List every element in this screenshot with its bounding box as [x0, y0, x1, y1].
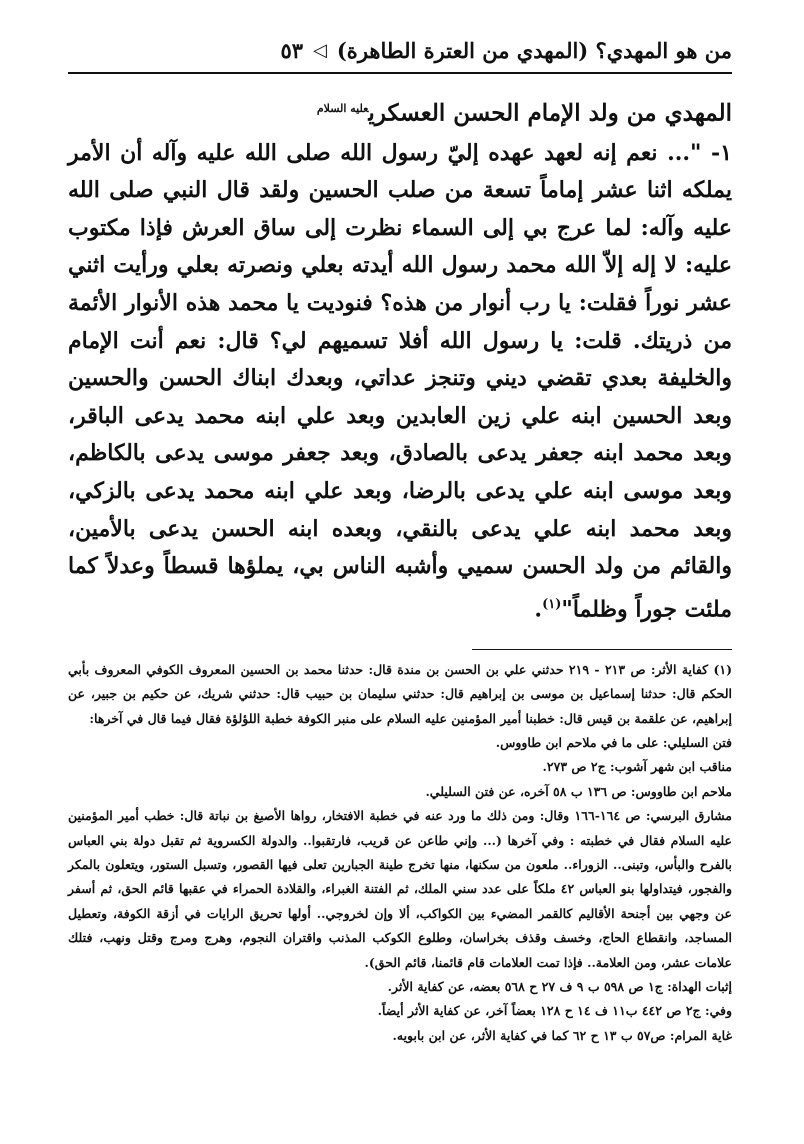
footnote-line: (١) كفاية الأثر: ص ٢١٣ - ٢١٩ حدثني علي بن الحسن بن مندة قال: حدثنا محمد بن الحسين المعروف الكوفي المعروف بأبي الحكم قال: حدثنا إسماعيل بن موسى بن إبراهيم قال: حدثني سليمان بن حبيب قال: حدثني شريك، عن حكيم بن جبير، عن إبراهيم، عن علقمة بن قيس قال: خطبنا أمير المؤمنين عليه السلام على منبر الكوفة خطبة اللؤلؤة فقال فيما قال في آخرها:	[68, 661, 732, 726]
footnote-line: فتن السليلي: على ما في ملاحم ابن طاووس.	[495, 734, 732, 750]
header-rule	[68, 72, 732, 74]
footnote-line: غاية المرام: ص٥٧ ب ١٣ ح ٦٢ كما في كفاية الأثر، عن ابن بابويه.	[392, 1027, 732, 1043]
salutation-mark: عليه السلام	[316, 102, 369, 115]
footnote-line: ملاحم ابن طاووس: ص ١٣٦ ب ٥٨ آخره، عن فتن السليلي.	[425, 783, 732, 799]
running-header	[68, 30, 732, 70]
section-title	[68, 92, 732, 131]
main-paragraph-text: ١- "... نعم إنه لعهد عهده إليّ رسول الله صلى الله عليه وآله أن الأمر يملكه اثنا عشر إماماً تسعة من صلب الحسين ولقد قال النبي صلى الله عليه وآله: لما عرج بي إلى السماء نظرت إلى ساق العرش فإذا مكتوب عليه: لا إله إلاّ الله محمد رسول الله أيدته بعلي ونصرته بعلي ورأيت اثني عشر نوراً فقلت: يا رب أنوار من هذه؟ فنوديت يا محمد هذه الأنوار الأئمة من ذريتك. قلت: يا رسول الله أفلا تسميهم لي؟ قال: نعم أنت الإمام والخليفة بعدي تقضي ديني وتنجز عداتي، وبعدك ابناك الحسن والحسين وبعد الحسين ابنه علي زين العابدين وبعد علي ابنه محمد يدعى الباقر، وبعد محمد ابنه جعفر يدعى بالصادق، وبعد جعفر موسى يدعى بالكاظم، وبعد موسى ابنه علي يدعى بالرضا، وبعد علي ابنه محمد يدعى بالزكي، وبعد محمد ابنه علي يدعى بالنقي، وبعده ابنه الحسن يدعى بالأمين، والقائم من ولد الحسن سميي وأشبه الناس بي، يملؤها قسطاً وعدلاً كما ملئت جوراً وظلماً"	[68, 139, 732, 623]
footnote-line: مشارق البرسي: ص ١٦٤-١٦٦ وقال: ومن ذلك ما ورد عنه في خطبة الافتخار، رواها الأصبغ بن نباتة قال: خطب أمير المؤمنين عليه السلام فقال في خطبته : وفي آخرها (... وإني طاعن عن قريب، فارتقبوا.. والدولة الكسروية ثم تقبل دولة بني العباس بالفرح والبأس، وتبنى.. الزوراء.. ملعون من سكنها، منها تخرج طينة الجبارين تعلى فيها القصور، وتسبل الستور، ويتعلون بالمكر والفجور، فيتداولها بنو العباس ٤٢ ملكاً على عدد سني الملك، ثم الفتنة الغبراء، والقلادة الحمراء في عقبها قائم الحق، ثم أسفر عن وجهي بين أجنحة الأقاليم كالقمر المضيء بين الكواكب، ألا وإن لخروجي.. أولها تحريق الرايات في أزقة الكوفة، وتعطيل المساجد، وانقطاع الحاج، وخسف وقذف بخراسان، وطلوع الكوكب المذنب واقتران النجوم، وهرج ومرج وقتل ونهب، فتلك علامات عشر، ومن العلامة.. فإذا تمت العلامات قام قائمنا، قائم الحق).	[68, 808, 732, 970]
main-paragraph	[68, 135, 732, 629]
footnote-line: مناقب ابن شهر آشوب: ج٢ ص ٢٧٣.	[542, 759, 732, 775]
page-number: ٥٣	[280, 37, 304, 63]
paragraph-end-mark: .	[534, 596, 543, 623]
running-header-title: من هو المهدي؟ (المهدي من العترة الطاهرة)	[336, 37, 732, 63]
footnote-line: إثبات الهداة: ج١ ص ٥٩٨ ب ٩ ف ٢٧ ح ٥٦٨ بعضه، عن كفاية الأثر.	[387, 978, 732, 994]
book-page	[68, 30, 732, 1048]
footnote-line: وفي: ج٢ ص ٤٤٢ ب١١ ف ١٤ ح ١٢٨ بعضاً آخر، عن كفاية الأثر أيضاً.	[377, 1003, 732, 1019]
footnotes	[68, 658, 732, 1049]
footnote-reference: (١)	[542, 596, 562, 612]
arrow-separator-icon: ◁	[313, 39, 327, 61]
footnote-separator	[472, 649, 732, 650]
section-title-text: المهدي من ولد الإمام الحسن العسكري	[368, 99, 732, 127]
